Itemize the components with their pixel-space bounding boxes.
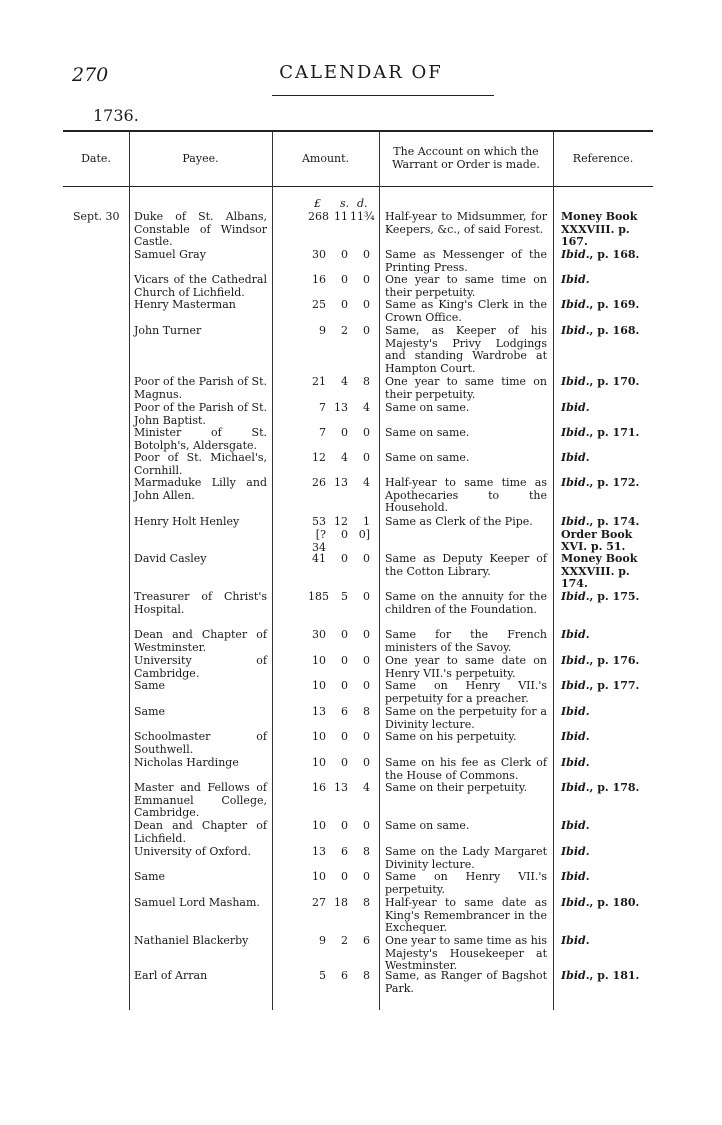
reference-cell: Ibid., p. 171. bbox=[561, 426, 640, 439]
payee-cell: Same bbox=[134, 705, 166, 718]
column-divider bbox=[129, 132, 130, 1010]
column-amount: Amount. bbox=[301, 151, 350, 165]
page-number: 270 bbox=[72, 64, 109, 86]
date-cell: Sept. 30 bbox=[73, 210, 120, 223]
account-cell: Same on same. bbox=[385, 426, 470, 439]
payee-cell: Poor of the Parish of St. Magnus. bbox=[134, 375, 267, 401]
reference-cell: Ibid. bbox=[561, 845, 590, 858]
reference-cell: Ibid. bbox=[561, 705, 590, 718]
payee-cell: Marmaduke Lilly and John Allen. bbox=[134, 476, 267, 502]
pounds-value: 30 bbox=[312, 628, 326, 641]
column-divider bbox=[379, 132, 380, 1010]
account-cell: Half-year to Midsummer, for Keepers, &c., of said Forest. bbox=[385, 210, 547, 236]
payee-cell: David Casley bbox=[134, 552, 207, 565]
reference-cell: Ibid., p. 169. bbox=[561, 298, 640, 311]
pence-value: 0 bbox=[363, 451, 370, 464]
pence-value: 0 bbox=[363, 730, 370, 743]
shillings-value: 13 bbox=[334, 401, 348, 414]
pounds-value: 13 bbox=[312, 845, 326, 858]
reference-cell: Ibid., p. 176. bbox=[561, 654, 640, 667]
shillings-value: 6 bbox=[341, 969, 348, 982]
shillings-value: 0 bbox=[341, 679, 348, 692]
reference-cell: Money Book XXXVIII. p. 174. bbox=[561, 552, 638, 591]
shillings-value: 12 bbox=[334, 515, 348, 528]
shillings-value: 2 bbox=[341, 934, 348, 947]
pounds-value: 12 bbox=[312, 451, 326, 464]
pounds-value: [? 34 bbox=[312, 528, 326, 554]
payee-cell: Poor of the Parish of St. John Baptist. bbox=[134, 401, 267, 427]
pounds-value: 10 bbox=[312, 756, 326, 769]
reference-cell: Ibid. bbox=[561, 756, 590, 769]
shillings-value: 13 bbox=[334, 476, 348, 489]
account-cell: Half-year to same date as King's Remembrancer in the Exchequer. bbox=[385, 896, 547, 935]
pence-value: 0 bbox=[363, 552, 370, 565]
pence-value: 0 bbox=[363, 324, 370, 337]
pence-value: 4 bbox=[363, 476, 370, 489]
pounds-value: 21 bbox=[312, 375, 326, 388]
account-cell: Same on the perpetuity for a Divinity lecture. bbox=[385, 705, 547, 731]
payee-cell: Dean and Chapter of Lichfield. bbox=[134, 819, 267, 845]
column-account: The Account on which the Warrant or Order is made. bbox=[392, 145, 540, 171]
shillings-value: 0 bbox=[341, 870, 348, 883]
shillings-value: 4 bbox=[341, 375, 348, 388]
pounds-value: 7 bbox=[319, 426, 326, 439]
shillings-value: 0 bbox=[341, 756, 348, 769]
pence-value: 0 bbox=[363, 426, 370, 439]
pounds-value: 10 bbox=[312, 870, 326, 883]
payee-cell: Henry Masterman bbox=[134, 298, 236, 311]
account-cell: Same as Messenger of the Printing Press. bbox=[385, 248, 547, 274]
pounds-value: 5 bbox=[319, 969, 326, 982]
shillings-value: 0 bbox=[341, 248, 348, 261]
reference-cell: Ibid. bbox=[561, 628, 590, 641]
account-cell: Same on same. bbox=[385, 451, 470, 464]
shillings-value: 13 bbox=[334, 781, 348, 794]
pounds-value: 10 bbox=[312, 730, 326, 743]
account-cell: One year to same time on their perpetuity. bbox=[385, 273, 547, 299]
account-cell: Same for the French ministers of the Savoy. bbox=[385, 628, 547, 654]
account-cell: Same on the annuity for the children of the Foundation. bbox=[385, 590, 547, 616]
account-cell: Same on Henry VII.'s perpetuity. bbox=[385, 870, 547, 896]
account-cell: Same on the Lady Margaret Divinity lecture. bbox=[385, 845, 547, 871]
shillings-value: 0 bbox=[341, 273, 348, 286]
account-cell: One year to same time on their perpetuity. bbox=[385, 375, 547, 401]
pence-value: 0 bbox=[363, 819, 370, 832]
running-title: CALENDAR OF bbox=[279, 62, 443, 83]
reference-cell: Ibid., p. 174. Order Book XVI. p. 51. bbox=[561, 515, 640, 554]
account-cell: Same on same. bbox=[385, 819, 470, 832]
pence-value: 8 bbox=[363, 969, 370, 982]
pounds-value: 10 bbox=[312, 819, 326, 832]
reference-cell: Ibid., p. 168. bbox=[561, 324, 640, 337]
column-divider bbox=[272, 132, 273, 1010]
pounds-value: 27 bbox=[312, 896, 326, 909]
payee-cell: Henry Holt Henley bbox=[134, 515, 240, 528]
payee-cell: University of Oxford. bbox=[134, 845, 252, 858]
pounds-value: 26 bbox=[312, 476, 326, 489]
pounds-value: 9 bbox=[319, 934, 326, 947]
payee-cell: Samuel Gray bbox=[134, 248, 206, 261]
account-cell: Same on Henry VII.'s perpetuity for a preacher. bbox=[385, 679, 547, 705]
pounds-value: 30 bbox=[312, 248, 326, 261]
running-head bbox=[0, 60, 722, 90]
account-cell: Same, as Ranger of Bagshot Park. bbox=[385, 969, 547, 995]
payee-cell: University of Cambridge. bbox=[134, 654, 267, 680]
pounds-value: 268 bbox=[308, 210, 329, 223]
account-cell: Same as King's Clerk in the Crown Office. bbox=[385, 298, 547, 324]
shillings-value: 18 bbox=[334, 896, 348, 909]
shillings-value: 0 bbox=[341, 528, 348, 541]
payee-cell: Master and Fellows of Emmanuel College, Cambridge. bbox=[134, 781, 267, 820]
shillings-value: 2 bbox=[341, 324, 348, 337]
pence-value: 8 bbox=[363, 705, 370, 718]
reference-cell: Ibid., p. 172. bbox=[561, 476, 640, 489]
account-cell: Same as Deputy Keeper of the Cotton Library. bbox=[385, 552, 547, 578]
pence-value: 0 bbox=[363, 756, 370, 769]
column-date: Date. bbox=[81, 151, 111, 165]
reference-cell: Ibid., p. 170. bbox=[561, 375, 640, 388]
pounds-value: 10 bbox=[312, 679, 326, 692]
shillings-unit: s. bbox=[340, 197, 350, 210]
pence-value: 0 bbox=[363, 654, 370, 667]
reference-cell: Ibid. bbox=[561, 934, 590, 947]
account-cell: One year to same date on Henry VII.'s perpetuity. bbox=[385, 654, 547, 680]
pounds-value: 185 bbox=[308, 590, 329, 603]
shillings-value: 0 bbox=[341, 654, 348, 667]
payee-cell: Same bbox=[134, 679, 166, 692]
account-cell: Same on his fee as Clerk of the House of Commons. bbox=[385, 756, 547, 782]
pence-value: 8 bbox=[363, 375, 370, 388]
pence-value: 8 bbox=[363, 845, 370, 858]
reference-cell: Ibid., p. 181. bbox=[561, 969, 640, 982]
account-cell: Same as Clerk of the Pipe. bbox=[385, 515, 533, 528]
account-cell: Same on his perpetuity. bbox=[385, 730, 517, 743]
pence-value: 4 bbox=[363, 401, 370, 414]
reference-cell: Ibid. bbox=[561, 730, 590, 743]
payee-cell: Schoolmaster of Southwell. bbox=[134, 730, 267, 756]
payee-cell: Dean and Chapter of Westminster. bbox=[134, 628, 267, 654]
title-rule bbox=[272, 95, 494, 96]
account-cell: Same, as Keeper of his Majesty's Privy Lodgings and standing Wardrobe at Hampton Court. bbox=[385, 324, 547, 375]
shillings-value: 0 bbox=[341, 819, 348, 832]
pence-value: 0 bbox=[363, 248, 370, 261]
shillings-value: 0 bbox=[341, 628, 348, 641]
payee-cell: John Turner bbox=[134, 324, 202, 337]
reference-cell: Ibid., p. 177. bbox=[561, 679, 640, 692]
pounds-value: 13 bbox=[312, 705, 326, 718]
reference-cell: Ibid., p. 175. bbox=[561, 590, 640, 603]
table-header bbox=[63, 132, 653, 187]
reference-cell: Ibid., p. 180. bbox=[561, 896, 640, 909]
pence-value: 0 bbox=[363, 273, 370, 286]
reference-cell: Ibid. bbox=[561, 451, 590, 464]
year-label: 1736. bbox=[93, 106, 139, 125]
pence-value: 0 bbox=[363, 298, 370, 311]
pounds-value: 9 bbox=[319, 324, 326, 337]
pounds-unit: £ bbox=[314, 197, 321, 210]
reference-cell: Ibid. bbox=[561, 273, 590, 286]
pence-unit: d. bbox=[357, 197, 368, 210]
payee-cell: Samuel Lord Masham. bbox=[134, 896, 260, 909]
column-divider bbox=[553, 132, 554, 1010]
shillings-value: 5 bbox=[341, 590, 348, 603]
pounds-value: 25 bbox=[312, 298, 326, 311]
payee-cell: Poor of St. Michael's, Cornhill. bbox=[134, 451, 267, 477]
payee-cell: Nicholas Hardinge bbox=[134, 756, 239, 769]
pence-value: 0 bbox=[363, 679, 370, 692]
reference-cell: Ibid. bbox=[561, 401, 590, 414]
reference-cell: Money Book XXXVIII. p. 167. bbox=[561, 210, 638, 249]
pence-value: 1 bbox=[363, 515, 370, 528]
reference-cell: Ibid. bbox=[561, 870, 590, 883]
pence-value: 0 bbox=[363, 628, 370, 641]
account-cell: One year to same time as his Majesty's Housekeeper at Westminster. bbox=[385, 934, 547, 973]
pence-value: 0 bbox=[363, 870, 370, 883]
pence-value: 0 bbox=[363, 590, 370, 603]
shillings-value: 6 bbox=[341, 845, 348, 858]
pence-value: 6 bbox=[363, 934, 370, 947]
shillings-value: 6 bbox=[341, 705, 348, 718]
payee-cell: Vicars of the Cathedral Church of Lichfield. bbox=[134, 273, 267, 299]
shillings-value: 0 bbox=[341, 298, 348, 311]
account-cell: Same on their perpetuity. bbox=[385, 781, 528, 794]
pence-value: 4 bbox=[363, 781, 370, 794]
pence-value: 11¾ bbox=[350, 210, 375, 223]
account-cell: Half-year to same time as Apothecaries to the Household. bbox=[385, 476, 547, 515]
reference-cell: Ibid., p. 178. bbox=[561, 781, 640, 794]
pence-value: 8 bbox=[363, 896, 370, 909]
payee-cell: Treasurer of Christ's Hospital. bbox=[134, 590, 267, 616]
column-reference: Reference. bbox=[572, 151, 634, 165]
account-cell: Same on same. bbox=[385, 401, 470, 414]
shillings-value: 0 bbox=[341, 426, 348, 439]
shillings-value: 0 bbox=[341, 730, 348, 743]
pounds-value: 41 bbox=[312, 552, 326, 565]
pence-value: 0] bbox=[358, 528, 370, 541]
pounds-value: 16 bbox=[312, 781, 326, 794]
reference-cell: Ibid., p. 168. bbox=[561, 248, 640, 261]
column-payee: Payee. bbox=[182, 151, 219, 165]
payee-cell: Same bbox=[134, 870, 166, 883]
pounds-value: 53 bbox=[312, 515, 326, 528]
payee-cell: Earl of Arran bbox=[134, 969, 208, 982]
reference-cell: Ibid. bbox=[561, 819, 590, 832]
pounds-value: 10 bbox=[312, 654, 326, 667]
shillings-value: 11 bbox=[334, 210, 348, 223]
pounds-value: 7 bbox=[319, 401, 326, 414]
shillings-value: 0 bbox=[341, 552, 348, 565]
shillings-value: 4 bbox=[341, 451, 348, 464]
pounds-value: 16 bbox=[312, 273, 326, 286]
payee-cell: Duke of St. Albans, Constable of Windsor Castle. bbox=[134, 210, 267, 249]
payee-cell: Minister of St. Botolph's, Aldersgate. bbox=[134, 426, 267, 452]
payee-cell: Nathaniel Blackerby bbox=[134, 934, 249, 947]
